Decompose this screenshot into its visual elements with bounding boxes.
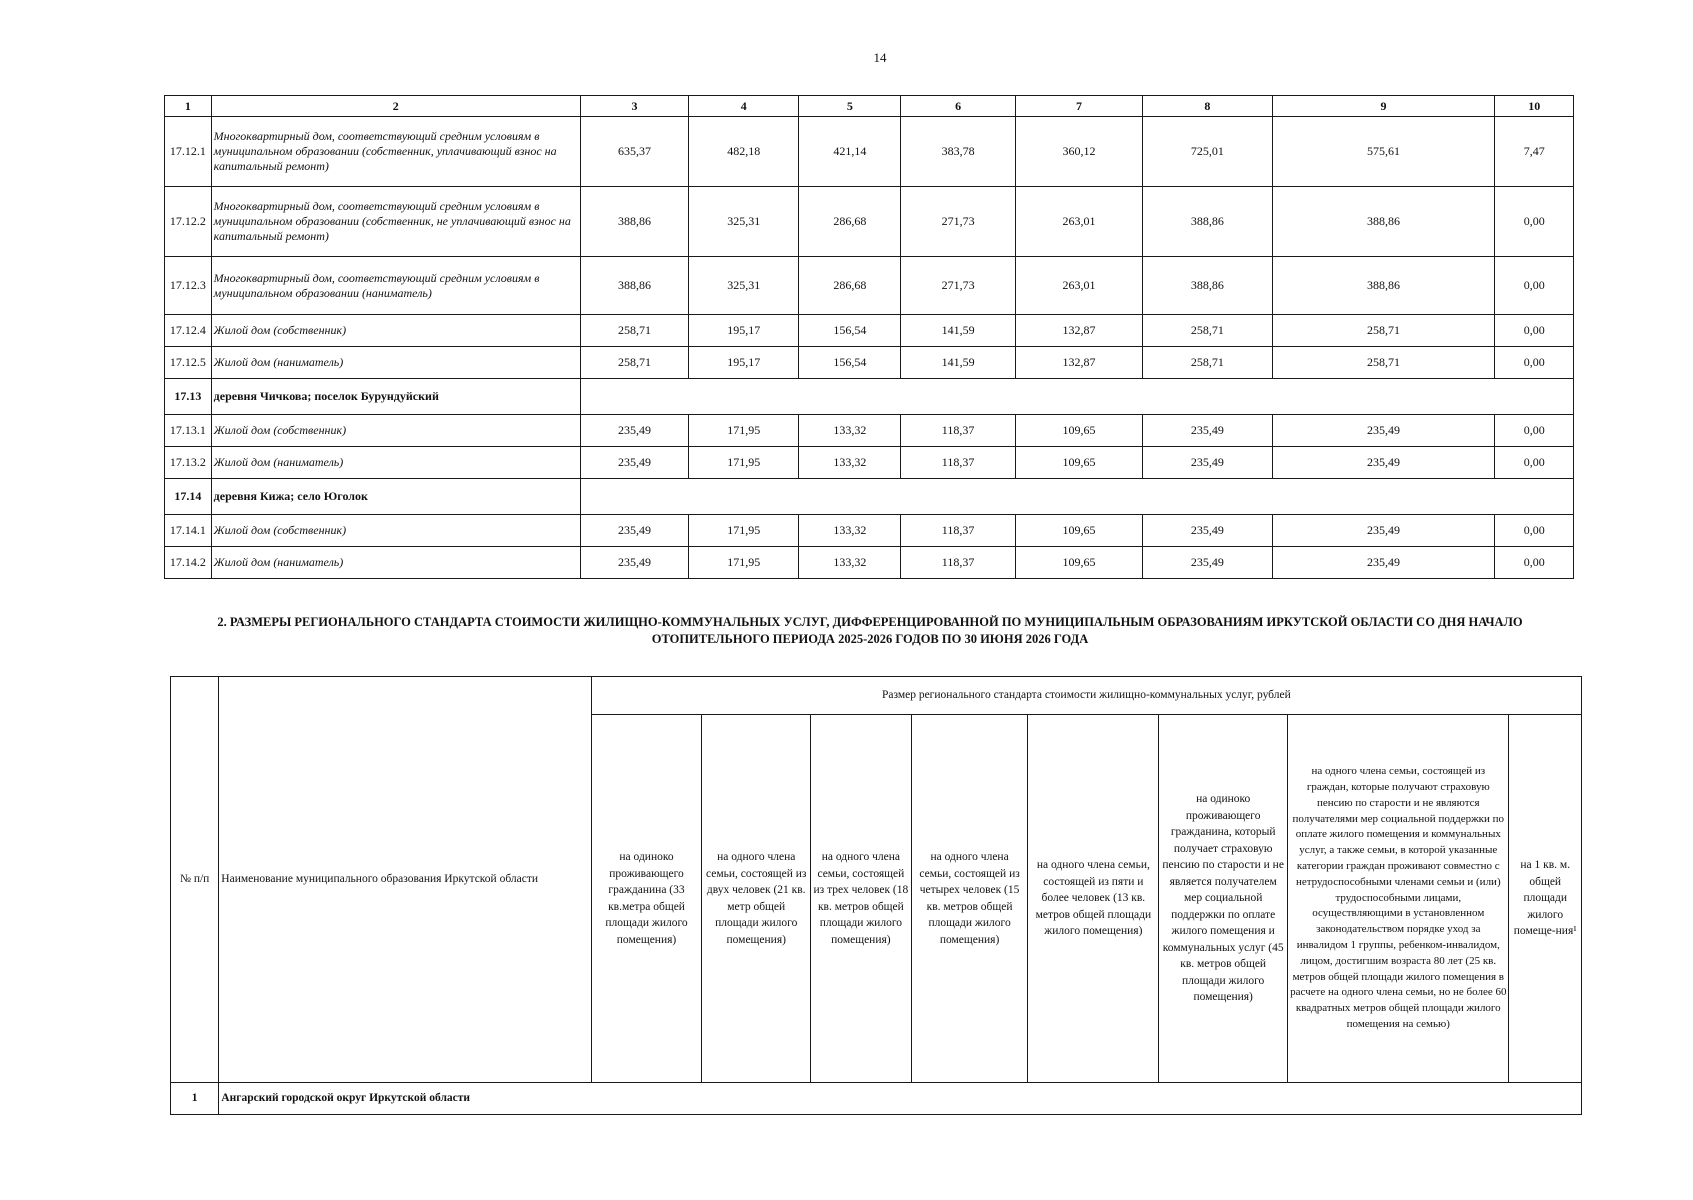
group-header: Размер регионального стандарта стоимости жилищно-коммунальных услуг, рублей (591, 677, 1581, 715)
section-2-heading (160, 614, 1580, 648)
row-name: Многоквартирный дом, соответствующий средним условиям в муниципальном образовании (собственник, не уплачивающий взнос на капитальный ремонт) (211, 187, 580, 257)
value-cell: 0,00 (1495, 547, 1574, 579)
rates-table-continued (164, 95, 1574, 579)
value-cell: 388,86 (1143, 187, 1272, 257)
value-cell: 235,49 (1143, 415, 1272, 447)
value-cell: 0,00 (1495, 347, 1574, 379)
table2-row (171, 1083, 1582, 1115)
value-cell: 482,18 (689, 117, 799, 187)
value-cell: 109,65 (1015, 415, 1142, 447)
value-cell: 235,49 (1272, 547, 1495, 579)
value-cell: 141,59 (901, 347, 1016, 379)
col-num-header: № п/п (171, 677, 219, 1083)
value-cell: 388,86 (1143, 257, 1272, 315)
value-cell: 156,54 (799, 315, 901, 347)
col-name-header: Наименование муниципального образования Иркутской области (219, 677, 591, 1083)
section-empty-cell (580, 479, 1573, 515)
table-row (165, 415, 1574, 447)
rates-table-body (165, 117, 1574, 579)
table-row (165, 547, 1574, 579)
value-cell: 421,14 (799, 117, 901, 187)
value-cell: 388,86 (580, 187, 688, 257)
row-name: Ангарский городской округ Иркутской области (219, 1083, 1582, 1115)
table-row (165, 515, 1574, 547)
value-cell: 258,71 (1272, 347, 1495, 379)
value-cell: 171,95 (689, 515, 799, 547)
col-number-10: 10 (1495, 96, 1574, 117)
value-cell: 171,95 (689, 415, 799, 447)
value-cell: 235,49 (1272, 515, 1495, 547)
col-number-6: 6 (901, 96, 1016, 117)
sub-header-five: на одного члена семьи, состоящей из пяти и более человек (13 кв. метров общей площади жилого помещения) (1028, 715, 1159, 1083)
value-cell: 271,73 (901, 257, 1016, 315)
value-cell: 109,65 (1015, 547, 1142, 579)
row-name: Жилой дом (наниматель) (211, 447, 580, 479)
section-row (165, 379, 1574, 415)
value-cell: 118,37 (901, 415, 1016, 447)
value-cell: 171,95 (689, 547, 799, 579)
value-cell: 118,37 (901, 447, 1016, 479)
sub-header-four: на одного члена семьи, состоящей из четырех человек (15 кв. метров общей площади жилого помещения) (911, 715, 1028, 1083)
value-cell: 171,95 (689, 447, 799, 479)
section-row (165, 479, 1574, 515)
value-cell: 0,00 (1495, 257, 1574, 315)
row-name: Жилой дом (наниматель) (211, 347, 580, 379)
value-cell: 325,31 (689, 187, 799, 257)
value-cell: 195,17 (689, 315, 799, 347)
table-row (165, 347, 1574, 379)
value-cell: 263,01 (1015, 187, 1142, 257)
row-num: 17.12.1 (165, 117, 212, 187)
value-cell: 7,47 (1495, 117, 1574, 187)
section-name: деревня Кижа; село Юголок (211, 479, 580, 515)
value-cell: 109,65 (1015, 515, 1142, 547)
row-name: Многоквартирный дом, соответствующий средним условиям в муниципальном образовании (собственник, уплачивающий взнос на капитальный ремонт) (211, 117, 580, 187)
row-num: 17.12.5 (165, 347, 212, 379)
table-row (165, 447, 1574, 479)
value-cell: 258,71 (1272, 315, 1495, 347)
row-num: 1 (171, 1083, 219, 1115)
value-cell: 132,87 (1015, 347, 1142, 379)
value-cell: 388,86 (580, 257, 688, 315)
column-number-row (165, 96, 1574, 117)
row-name: Жилой дом (собственник) (211, 515, 580, 547)
row-num: 17.14.1 (165, 515, 212, 547)
value-cell: 271,73 (901, 187, 1016, 257)
row-num: 17.12.3 (165, 257, 212, 315)
table2-header-row-1 (171, 677, 1582, 715)
col-number-9: 9 (1272, 96, 1495, 117)
row-num: 17.13.1 (165, 415, 212, 447)
section-empty-cell (580, 379, 1573, 415)
col-number-5: 5 (799, 96, 901, 117)
value-cell: 133,32 (799, 515, 901, 547)
value-cell: 286,68 (799, 257, 901, 315)
row-num: 17.12.4 (165, 315, 212, 347)
value-cell: 118,37 (901, 515, 1016, 547)
value-cell: 258,71 (580, 347, 688, 379)
row-name: Жилой дом (собственник) (211, 315, 580, 347)
value-cell: 725,01 (1143, 117, 1272, 187)
value-cell: 235,49 (580, 547, 688, 579)
value-cell: 109,65 (1015, 447, 1142, 479)
col-number-3: 3 (580, 96, 688, 117)
value-cell: 0,00 (1495, 315, 1574, 347)
value-cell: 635,37 (580, 117, 688, 187)
value-cell: 235,49 (1272, 447, 1495, 479)
value-cell: 141,59 (901, 315, 1016, 347)
value-cell: 235,49 (580, 515, 688, 547)
value-cell: 258,71 (1143, 315, 1272, 347)
value-cell: 235,49 (580, 415, 688, 447)
table-row (165, 315, 1574, 347)
col-number-7: 7 (1015, 96, 1142, 117)
value-cell: 383,78 (901, 117, 1016, 187)
value-cell: 235,49 (1143, 515, 1272, 547)
sub-header-per-sqm: на 1 кв. м. общей площади жилого помеще-ния¹ (1509, 715, 1582, 1083)
value-cell: 263,01 (1015, 257, 1142, 315)
value-cell: 133,32 (799, 415, 901, 447)
sub-header-two: на одного члена семьи, состоящей из двух человек (21 кв. метр общей площади жилого помещения) (702, 715, 811, 1083)
value-cell: 195,17 (689, 347, 799, 379)
section-2-heading-line-1: 2. РАЗМЕРЫ РЕГИОНАЛЬНОГО СТАНДАРТА СТОИМОСТИ ЖИЛИЩНО-КОММУНАЛЬНЫХ УСЛУГ, ДИФФЕРЕНЦИРОВАННОЙ ПО МУНИЦИПАЛЬНЫМ ОБРАЗОВАНИЯМ ИРКУТСКОЙ ОБЛАСТИ СО ДНЯ НАЧАЛО (217, 615, 1523, 629)
value-cell: 0,00 (1495, 447, 1574, 479)
sub-header-three: на одного члена семьи, состоящей из трех человек (18 кв. метров общей площади жилого помещения) (811, 715, 912, 1083)
sub-header-pensioner-single: на одиноко проживающего гражданина, который получает страховую пенсию по старости и не является получателем мер социальной поддержки по оплате жилого помещения и коммунальных услуг (45 кв. метров общей площади жилого помещения) (1159, 715, 1288, 1083)
table-row (165, 257, 1574, 315)
value-cell: 132,87 (1015, 315, 1142, 347)
value-cell: 235,49 (1272, 415, 1495, 447)
value-cell: 235,49 (1143, 547, 1272, 579)
regional-standard-table (170, 676, 1582, 1115)
table-row (165, 117, 1574, 187)
col-number-2: 2 (211, 96, 580, 117)
section-num: 17.14 (165, 479, 212, 515)
section-name: деревня Чичкова; поселок Бурундуйский (211, 379, 580, 415)
value-cell: 156,54 (799, 347, 901, 379)
col-number-1: 1 (165, 96, 212, 117)
value-cell: 388,86 (1272, 187, 1495, 257)
value-cell: 133,32 (799, 547, 901, 579)
page-number: 14 (873, 50, 887, 65)
value-cell: 0,00 (1495, 515, 1574, 547)
value-cell: 235,49 (580, 447, 688, 479)
section-num: 17.13 (165, 379, 212, 415)
value-cell: 258,71 (580, 315, 688, 347)
value-cell: 286,68 (799, 187, 901, 257)
row-name: Многоквартирный дом, соответствующий средним условиям в муниципальном образовании (наниматель) (211, 257, 580, 315)
table-row (165, 187, 1574, 257)
value-cell: 0,00 (1495, 187, 1574, 257)
value-cell: 118,37 (901, 547, 1016, 579)
value-cell: 0,00 (1495, 415, 1574, 447)
row-num: 17.12.2 (165, 187, 212, 257)
col-number-8: 8 (1143, 96, 1272, 117)
value-cell: 258,71 (1143, 347, 1272, 379)
sub-header-single: на одиноко проживающего гражданина (33 кв.метра общей площади жилого помещения) (591, 715, 702, 1083)
value-cell: 235,49 (1143, 447, 1272, 479)
value-cell: 325,31 (689, 257, 799, 315)
row-num: 17.14.2 (165, 547, 212, 579)
col-number-4: 4 (689, 96, 799, 117)
value-cell: 133,32 (799, 447, 901, 479)
sub-header-pensioner-family: на одного члена семьи, состоящей из граждан, которые получают страховую пенсию по старости и не являются получателями мер социальной поддержки по оплате жилого помещения и коммунальных услуг, а также семьи, в которой указанные категории граждан проживают совместно с нетрудоспособными членами семьи и (или) трудоспособными лицами, осуществляющими в установленном законодательством порядке уход за инвалидом 1 группы, ребенком-инвалидом, лицом, достигшим возраста 80 лет (25 кв. метров общей площади жилого помещения в расчете на одного члена семьи, но не более 60 квадратных метров общей площади жилого помещения на семью) (1288, 715, 1509, 1083)
row-name: Жилой дом (собственник) (211, 415, 580, 447)
row-num: 17.13.2 (165, 447, 212, 479)
section-2-heading-line-2: ОТОПИТЕЛЬНОГО ПЕРИОДА 2025-2026 ГОДОВ ПО 30 ИЮНЯ 2026 ГОДА (651, 632, 1089, 646)
value-cell: 360,12 (1015, 117, 1142, 187)
value-cell: 388,86 (1272, 257, 1495, 315)
value-cell: 575,61 (1272, 117, 1495, 187)
row-name: Жилой дом (наниматель) (211, 547, 580, 579)
